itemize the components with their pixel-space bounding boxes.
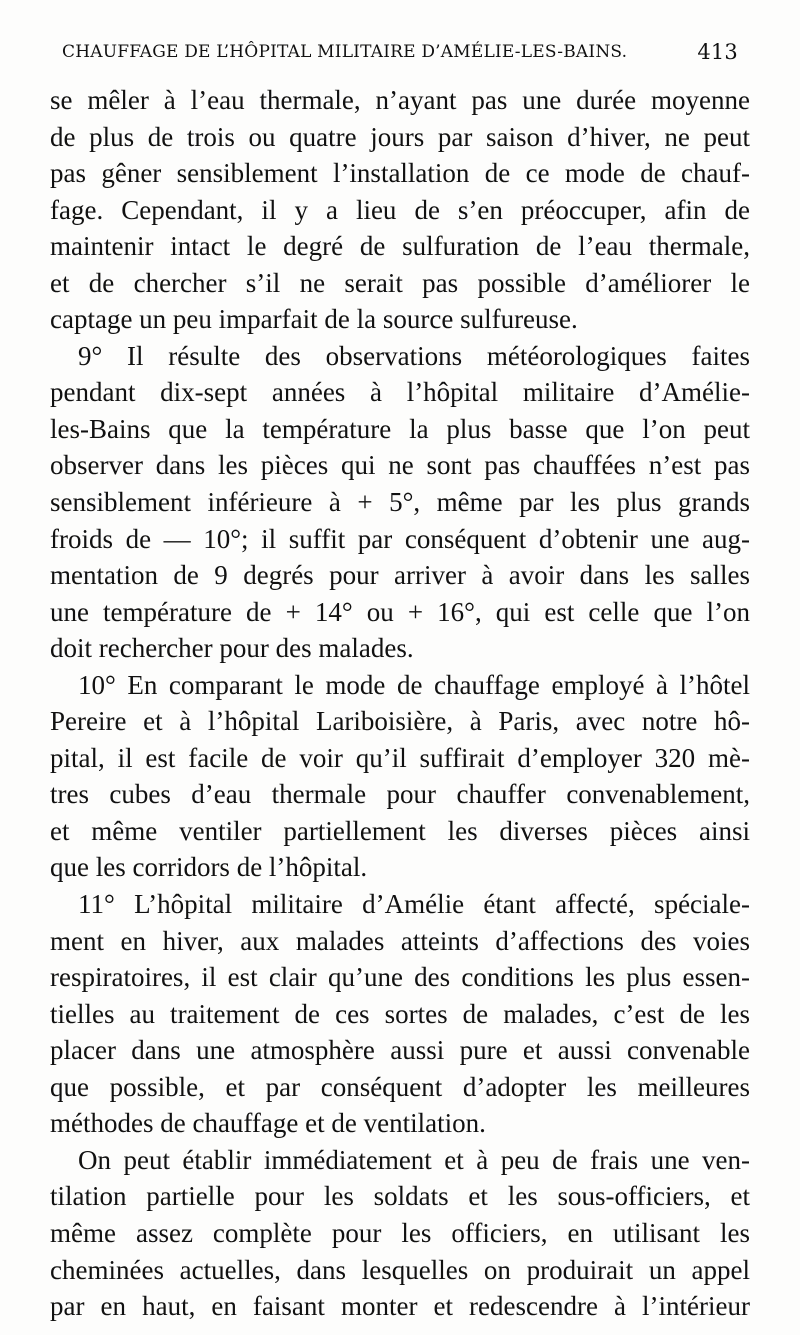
text-line: pital, il est facile de voir qu’il suffirait d’employer 320 mè- <box>50 742 750 773</box>
page-number: 413 <box>697 40 738 64</box>
text-line: tilation partielle pour les soldats et les sous-officiers, et <box>50 1181 750 1212</box>
text-line: 9° Il résulte des observations météorologiques faites <box>78 340 750 371</box>
text-line: sensiblement inférieure à + 5°, même par les plus grands <box>50 487 750 518</box>
text-line: placer dans une atmosphère aussi pure et aussi convenable <box>50 1035 750 1066</box>
text-line: que possible, et par conséquent d’adopter les meilleures <box>50 1071 750 1102</box>
text-line: et même ventiler partiellement les diverses pièces ainsi <box>50 815 750 846</box>
text-line: que les corridors de l’hôpital. <box>50 852 368 883</box>
text-line: les-Bains que la température la plus basse que l’on peut <box>50 413 750 444</box>
text-line: 11° L’hôpital militaire d’Amélie étant affecté, spéciale- <box>78 889 750 920</box>
text-line: de plus de trois ou quatre jours par saison d’hiver, ne peut <box>50 121 750 152</box>
text-line: tielles au traitement de ces sortes de malades, c’est de les <box>50 998 750 1029</box>
text-line: pas gêner sensiblement l’installation de ce mode de chauf- <box>50 158 750 189</box>
text-line: observer dans les pièces qui ne sont pas chauffées n’est pas <box>50 450 750 481</box>
text-line: fage. Cependant, il y a lieu de s’en préoccuper, afin de <box>50 194 750 225</box>
text-line: méthodes de chauffage et de ventilation. <box>50 1108 486 1139</box>
text-line: Pereire et à l’hôpital Lariboisière, à Paris, avec notre hô- <box>50 706 750 737</box>
text-line: 10° En comparant le mode de chauffage employé à l’hôtel <box>78 669 750 700</box>
text-line: froids de — 10°; il suffit par conséquent d’obtenir une aug- <box>50 523 750 554</box>
running-header <box>62 42 752 72</box>
text-line: cheminées actuelles, dans lesquelles on produirait un appel <box>50 1254 750 1285</box>
text-line: On peut établir immédiatement et à peu de frais une ven- <box>78 1144 750 1175</box>
text-line: par en haut, en faisant monter et redescendre à l’intérieur <box>50 1291 750 1322</box>
text-line: doit rechercher pour des malades. <box>50 633 414 664</box>
text-line: captage un peu imparfait de la source sulfureuse. <box>50 304 578 335</box>
text-line: respiratoires, il est clair qu’une des conditions les plus essen- <box>50 962 750 993</box>
text-line: mentation de 9 degrés pour arriver à avoir dans les salles <box>50 560 750 591</box>
text-line: même assez complète pour les officiers, en utilisant les <box>50 1217 750 1248</box>
text-line: ment en hiver, aux malades atteints d’affections des voies <box>50 925 750 956</box>
body-text <box>50 82 750 1325</box>
text-line: et de chercher s’il ne serait pas possible d’améliorer le <box>50 267 750 298</box>
text-line: maintenir intact le degré de sulfuration de l’eau thermale, <box>50 231 750 262</box>
running-title: CHAUFFAGE DE L’HÔPITAL MILITAIRE D’AMÉLIE-LES-BAINS. <box>62 42 628 62</box>
text-line: se mêler à l’eau thermale, n’ayant pas une durée moyenne <box>50 85 750 115</box>
text-line: tres cubes d’eau thermale pour chauffer convenablement, <box>50 779 750 810</box>
text-line: une température de + 14° ou + 16°, qui est celle que l’on <box>50 596 750 627</box>
text-line: pendant dix-sept années à l’hôpital militaire d’Amélie- <box>50 377 750 408</box>
